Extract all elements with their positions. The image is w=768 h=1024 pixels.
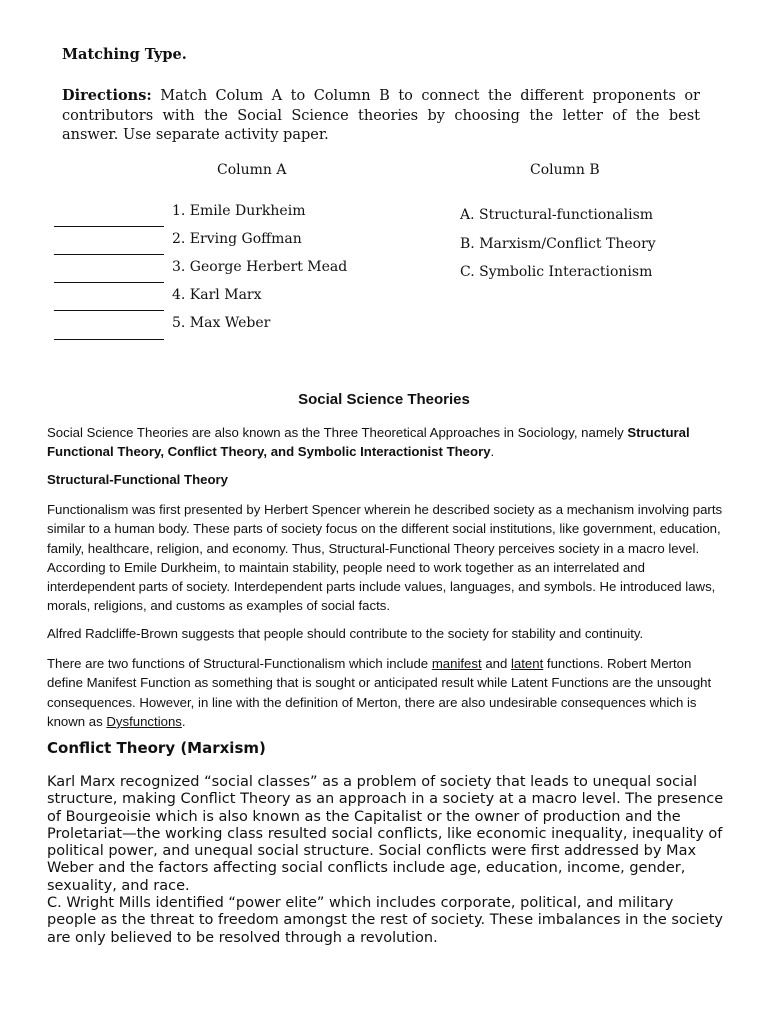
column-a-item-4: 4. Karl Marx <box>172 287 262 303</box>
answer-blank-1[interactable] <box>54 226 164 227</box>
functions-text-2: functions. Robert Merton define Manifest Function as something that is sought or anticipated result while Latent Functions are the unsought consequences. However, in line with the definition of Merton, there are also undesirable consequences which is known as <box>47 656 712 729</box>
directions-label: Directions: <box>62 87 152 104</box>
manifest-term: manifest <box>431 656 482 671</box>
column-b-item-c: C. Symbolic Interactionism <box>460 264 653 280</box>
answer-blank-3[interactable] <box>54 282 164 283</box>
mills-paragraph: C. Wright Mills identified “power elite” which includes corporate, political, and military people as the threat to freedom amongst the rest of society. These imbalances in the society are only believed to be resolved through a revolution. <box>47 895 723 946</box>
answer-blank-4[interactable] <box>54 310 164 311</box>
latent-term: latent <box>511 656 544 671</box>
conflict-heading: Conflict Theory (Marxism) <box>47 739 266 757</box>
functions-and: and <box>481 656 511 671</box>
answer-blank-2[interactable] <box>54 254 164 255</box>
functionalism-paragraph: Functionalism was first presented by Herbert Spencer wherein he described society as a mechanism involving parts similar to a human body. These parts of society focus on the different social institutions, like government, education, family, healthcare, religion, and economy. Thus, Structural-Functional Theory perceives society in a macro level. According to Emile Durkheim, to maintain stability, people need to work together as an interrelated and interdependent parts of society. Interdependent parts include values, languages, and symbols. He introduced laws, morals, religions, and customs as examples of social facts. <box>47 502 723 614</box>
column-b-item-b: B. Marxism/Conflict Theory <box>460 236 656 252</box>
directions <box>62 86 700 146</box>
column-b-header: Column B <box>530 162 600 178</box>
column-b-item-a: A. Structural-functionalism <box>460 207 654 223</box>
section-title: Social Science Theories <box>298 391 470 408</box>
directions-text: Match Colum A to Column B to connect the different proponents or contributors with the Social Science theories by choosing the letter of the best answer. Use separate activity paper. <box>62 88 700 143</box>
answer-blank-5[interactable] <box>54 339 164 340</box>
functions-text-1: There are two functions of Structural-Functionalism which include <box>47 656 432 671</box>
intro-end: . <box>490 444 495 460</box>
intro-text: Social Science Theories are also known as the Three Theoretical Approaches in Sociology, namely <box>47 425 628 440</box>
conflict-body <box>47 774 727 947</box>
intro-theories-bold: Structural Functional Theory, Conflict Theory, and Symbolic Interactionist Theory <box>47 425 690 460</box>
column-a-item-3: 3. George Herbert Mead <box>172 259 348 275</box>
radcliffe-paragraph: Alfred Radcliffe-Brown suggests that people should contribute to the society for stability and continuity. <box>47 626 644 641</box>
column-a-header: Column A <box>217 162 287 178</box>
functions-paragraph <box>47 654 723 731</box>
dysfunctions-term: Dysfunctions <box>106 713 182 729</box>
functions-end: . <box>181 713 186 729</box>
structural-heading: Structural-Functional Theory <box>47 472 228 487</box>
matching-title: Matching Type. <box>62 46 187 63</box>
intro-paragraph <box>47 423 723 462</box>
column-a-item-1: 1. Emile Durkheim <box>172 203 306 219</box>
marx-paragraph: Karl Marx recognized “social classes” as a problem of society that leads to unequal social structure, making Conflict Theory as an approach in a society at a macro level. The presence of Bourgeoisie which is also known as the Capitalist or the owner of production and the Proletariat—the working class resulted social conflicts, like economic inequality, inequality of political power, and unequal social structure. Social conflicts were first addressed by Max Weber and the factors affecting social conflicts include age, education, income, gender, sexuality, and race. <box>47 774 724 894</box>
column-a-item-2: 2. Erving Goffman <box>172 231 302 247</box>
column-a-item-5: 5. Max Weber <box>172 315 271 331</box>
